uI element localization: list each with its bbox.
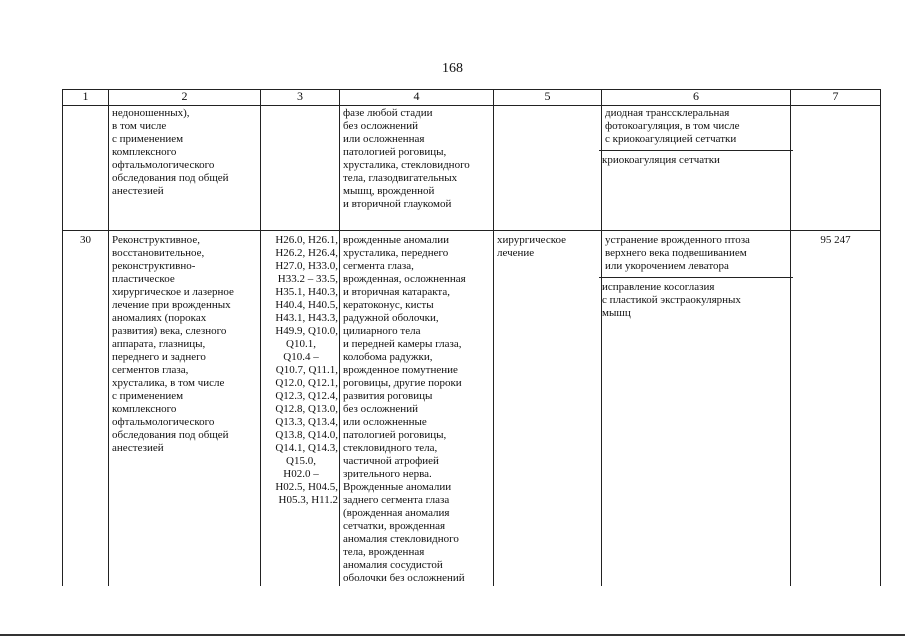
text-line: или осложненные bbox=[343, 416, 427, 428]
text-line: комплексного bbox=[112, 403, 177, 415]
text-line: мышц, врожденной bbox=[343, 185, 435, 197]
cell-service-name bbox=[109, 106, 261, 231]
cell-number: 30 bbox=[63, 231, 109, 587]
cell-service-name bbox=[109, 231, 261, 587]
text-line: хрусталика, стекловидного bbox=[343, 159, 470, 171]
text-line: Q14.1, Q14.3, bbox=[275, 442, 338, 454]
text-line: H35.1, H40.3, bbox=[275, 286, 338, 298]
text-line: H26.0, H26.1, bbox=[275, 234, 338, 246]
table-row-30 bbox=[63, 231, 881, 587]
text-line: без осложнений bbox=[343, 403, 418, 415]
text-line: Q10.7, Q11.1, bbox=[275, 364, 338, 376]
text-line: аномалиях (пороках bbox=[112, 312, 207, 324]
text-line: восстановительное, bbox=[112, 247, 205, 259]
cell-treatment-method bbox=[602, 106, 791, 231]
text-line: цилиарного тела bbox=[343, 325, 421, 337]
text-line: стекловидного тела, bbox=[343, 442, 438, 454]
text-line: или укорочением леватора bbox=[605, 260, 729, 272]
text-line: переднего и заднего bbox=[112, 351, 206, 363]
cell-cost bbox=[791, 106, 881, 231]
text-line: с пластикой экстраокулярных bbox=[602, 294, 741, 306]
header-cell: 7 bbox=[791, 90, 881, 106]
text-line: сетчатки, врожденная bbox=[343, 520, 446, 532]
text-line: заднего сегмента глаза bbox=[343, 494, 450, 506]
text-line: аномалия стекловидного bbox=[343, 533, 459, 545]
text-line: Q12.0, Q12.1, bbox=[275, 377, 338, 389]
text-line: фазе любой стадии bbox=[343, 107, 433, 119]
text-line: Q10.1, bbox=[286, 338, 316, 350]
scan-edge-line bbox=[0, 634, 905, 636]
text-line: (врожденная аномалия bbox=[343, 507, 450, 519]
text-line: H26.2, H26.4, bbox=[275, 247, 338, 259]
text-line: или осложненная bbox=[343, 133, 425, 145]
header-cell: 5 bbox=[494, 90, 602, 106]
header-cell: 2 bbox=[109, 90, 261, 106]
cell-treatment-type bbox=[494, 231, 602, 587]
cell-treatment-method bbox=[602, 231, 791, 587]
table-header-row bbox=[63, 90, 881, 106]
text-line: оболочки без осложнений bbox=[343, 572, 465, 584]
text-line: криокоагуляция сетчатки bbox=[602, 154, 720, 166]
text-line: обследования под общей bbox=[112, 172, 229, 184]
text-line: H33.2 – 33.5, bbox=[277, 273, 338, 285]
header-cell: 4 bbox=[340, 90, 494, 106]
text-line: развития роговицы bbox=[343, 390, 433, 402]
text-line: анестезией bbox=[112, 185, 164, 197]
header-cell: 1 bbox=[63, 90, 109, 106]
text-line: Q13.8, Q14.0, bbox=[275, 429, 338, 441]
text-line: Реконструктивное, bbox=[112, 234, 200, 246]
text-line: тела, глазодвигательных bbox=[343, 172, 458, 184]
cell-cost: 95 247 bbox=[791, 231, 881, 587]
text-line: пластическое bbox=[112, 273, 175, 285]
text-line: H40.4, H40.5, bbox=[275, 299, 338, 311]
text-line: аномалия сосудистой bbox=[343, 559, 443, 571]
text-line: лечение при врожденных bbox=[112, 299, 231, 311]
text-line: верхнего века подвешиванием bbox=[605, 247, 747, 259]
cell-diagnosis bbox=[340, 106, 494, 231]
text-line: врожденные аномалии bbox=[343, 234, 449, 246]
text-line: радужной оболочки, bbox=[343, 312, 439, 324]
page-number: 168 bbox=[442, 61, 463, 76]
text-line: с применением bbox=[112, 390, 184, 402]
cell-number bbox=[63, 106, 109, 231]
method-block bbox=[602, 234, 790, 277]
text-line: устранение врожденного птоза bbox=[605, 234, 750, 246]
text-line: врожденная, осложненная bbox=[343, 273, 466, 285]
text-line: диодная транссклеральная bbox=[605, 107, 730, 119]
text-line: H27.0, H33.0, bbox=[275, 260, 338, 272]
cell-icd-codes bbox=[261, 106, 340, 231]
text-line: Q12.3, Q12.4, bbox=[275, 390, 338, 402]
text-line: H02.5, H04.5, bbox=[275, 481, 338, 493]
header-cell: 6 bbox=[602, 90, 791, 106]
medical-services-table bbox=[62, 89, 881, 586]
text-line: патологией роговицы, bbox=[343, 146, 447, 158]
text-line: зрительного нерва. bbox=[343, 468, 432, 480]
method-block bbox=[602, 107, 790, 150]
text-line: офтальмологического bbox=[112, 416, 215, 428]
table-row-continuation bbox=[63, 106, 881, 231]
text-line: кератоконус, кисты bbox=[343, 299, 434, 311]
text-line: H02.0 – bbox=[283, 468, 319, 480]
text-line: с применением bbox=[112, 133, 184, 145]
text-line: обследования под общей bbox=[112, 429, 229, 441]
text-line: с криокоагуляцией сетчатки bbox=[605, 133, 737, 145]
method-block bbox=[599, 277, 793, 320]
text-line: сегментов глаза, bbox=[112, 364, 189, 376]
text-line: без осложнений bbox=[343, 120, 418, 132]
text-line: H43.1, H43.3, bbox=[275, 312, 338, 324]
text-line: в том числе bbox=[112, 120, 167, 132]
text-line: хрусталика, переднего bbox=[343, 247, 449, 259]
text-line: хрусталика, в том числе bbox=[112, 377, 225, 389]
text-line: хирургическое bbox=[497, 234, 567, 246]
text-line: Q12.8, Q13.0, bbox=[275, 403, 338, 415]
text-line: анестезией bbox=[112, 442, 164, 454]
cell-diagnosis bbox=[340, 231, 494, 587]
text-line: недоношенных), bbox=[112, 107, 190, 119]
text-line: роговицы, другие пороки bbox=[343, 377, 462, 389]
text-line: H05.3, H11.2 bbox=[278, 494, 338, 506]
text-line: патологией роговицы, bbox=[343, 429, 447, 441]
text-line: Врожденные аномалии bbox=[343, 481, 452, 493]
text-line: комплексного bbox=[112, 146, 177, 158]
text-line: и передней камеры глаза, bbox=[343, 338, 462, 350]
text-line: H49.9, Q10.0, bbox=[275, 325, 338, 337]
header-cell: 3 bbox=[261, 90, 340, 106]
text-line: развития) века, слезного bbox=[112, 325, 227, 337]
text-line: и вторичной глаукомой bbox=[343, 198, 452, 210]
text-line: реконструктивно- bbox=[112, 260, 196, 272]
text-line: частичной атрофией bbox=[343, 455, 439, 467]
text-line: аппарата, глазницы, bbox=[112, 338, 206, 350]
method-block bbox=[599, 150, 793, 167]
text-line: и вторичная катаракта, bbox=[343, 286, 450, 298]
text-line: врожденное помутнение bbox=[343, 364, 458, 376]
text-line: лечение bbox=[497, 247, 535, 259]
cell-treatment-type bbox=[494, 106, 602, 231]
text-line: сегмента глаза, bbox=[343, 260, 414, 272]
text-line: Q10.4 – bbox=[283, 351, 319, 363]
text-line: Q15.0, bbox=[286, 455, 316, 467]
text-line: колобома радужки, bbox=[343, 351, 433, 363]
text-line: мышц bbox=[602, 307, 631, 319]
text-line: хирургическое и лазерное bbox=[112, 286, 234, 298]
text-line: тела, врожденная bbox=[343, 546, 425, 558]
text-line: исправление косоглазия bbox=[602, 281, 715, 293]
text-line: офтальмологического bbox=[112, 159, 215, 171]
cell-icd-codes bbox=[261, 231, 340, 587]
text-line: Q13.3, Q13.4, bbox=[275, 416, 338, 428]
text-line: фотокоагуляция, в том числе bbox=[605, 120, 740, 132]
